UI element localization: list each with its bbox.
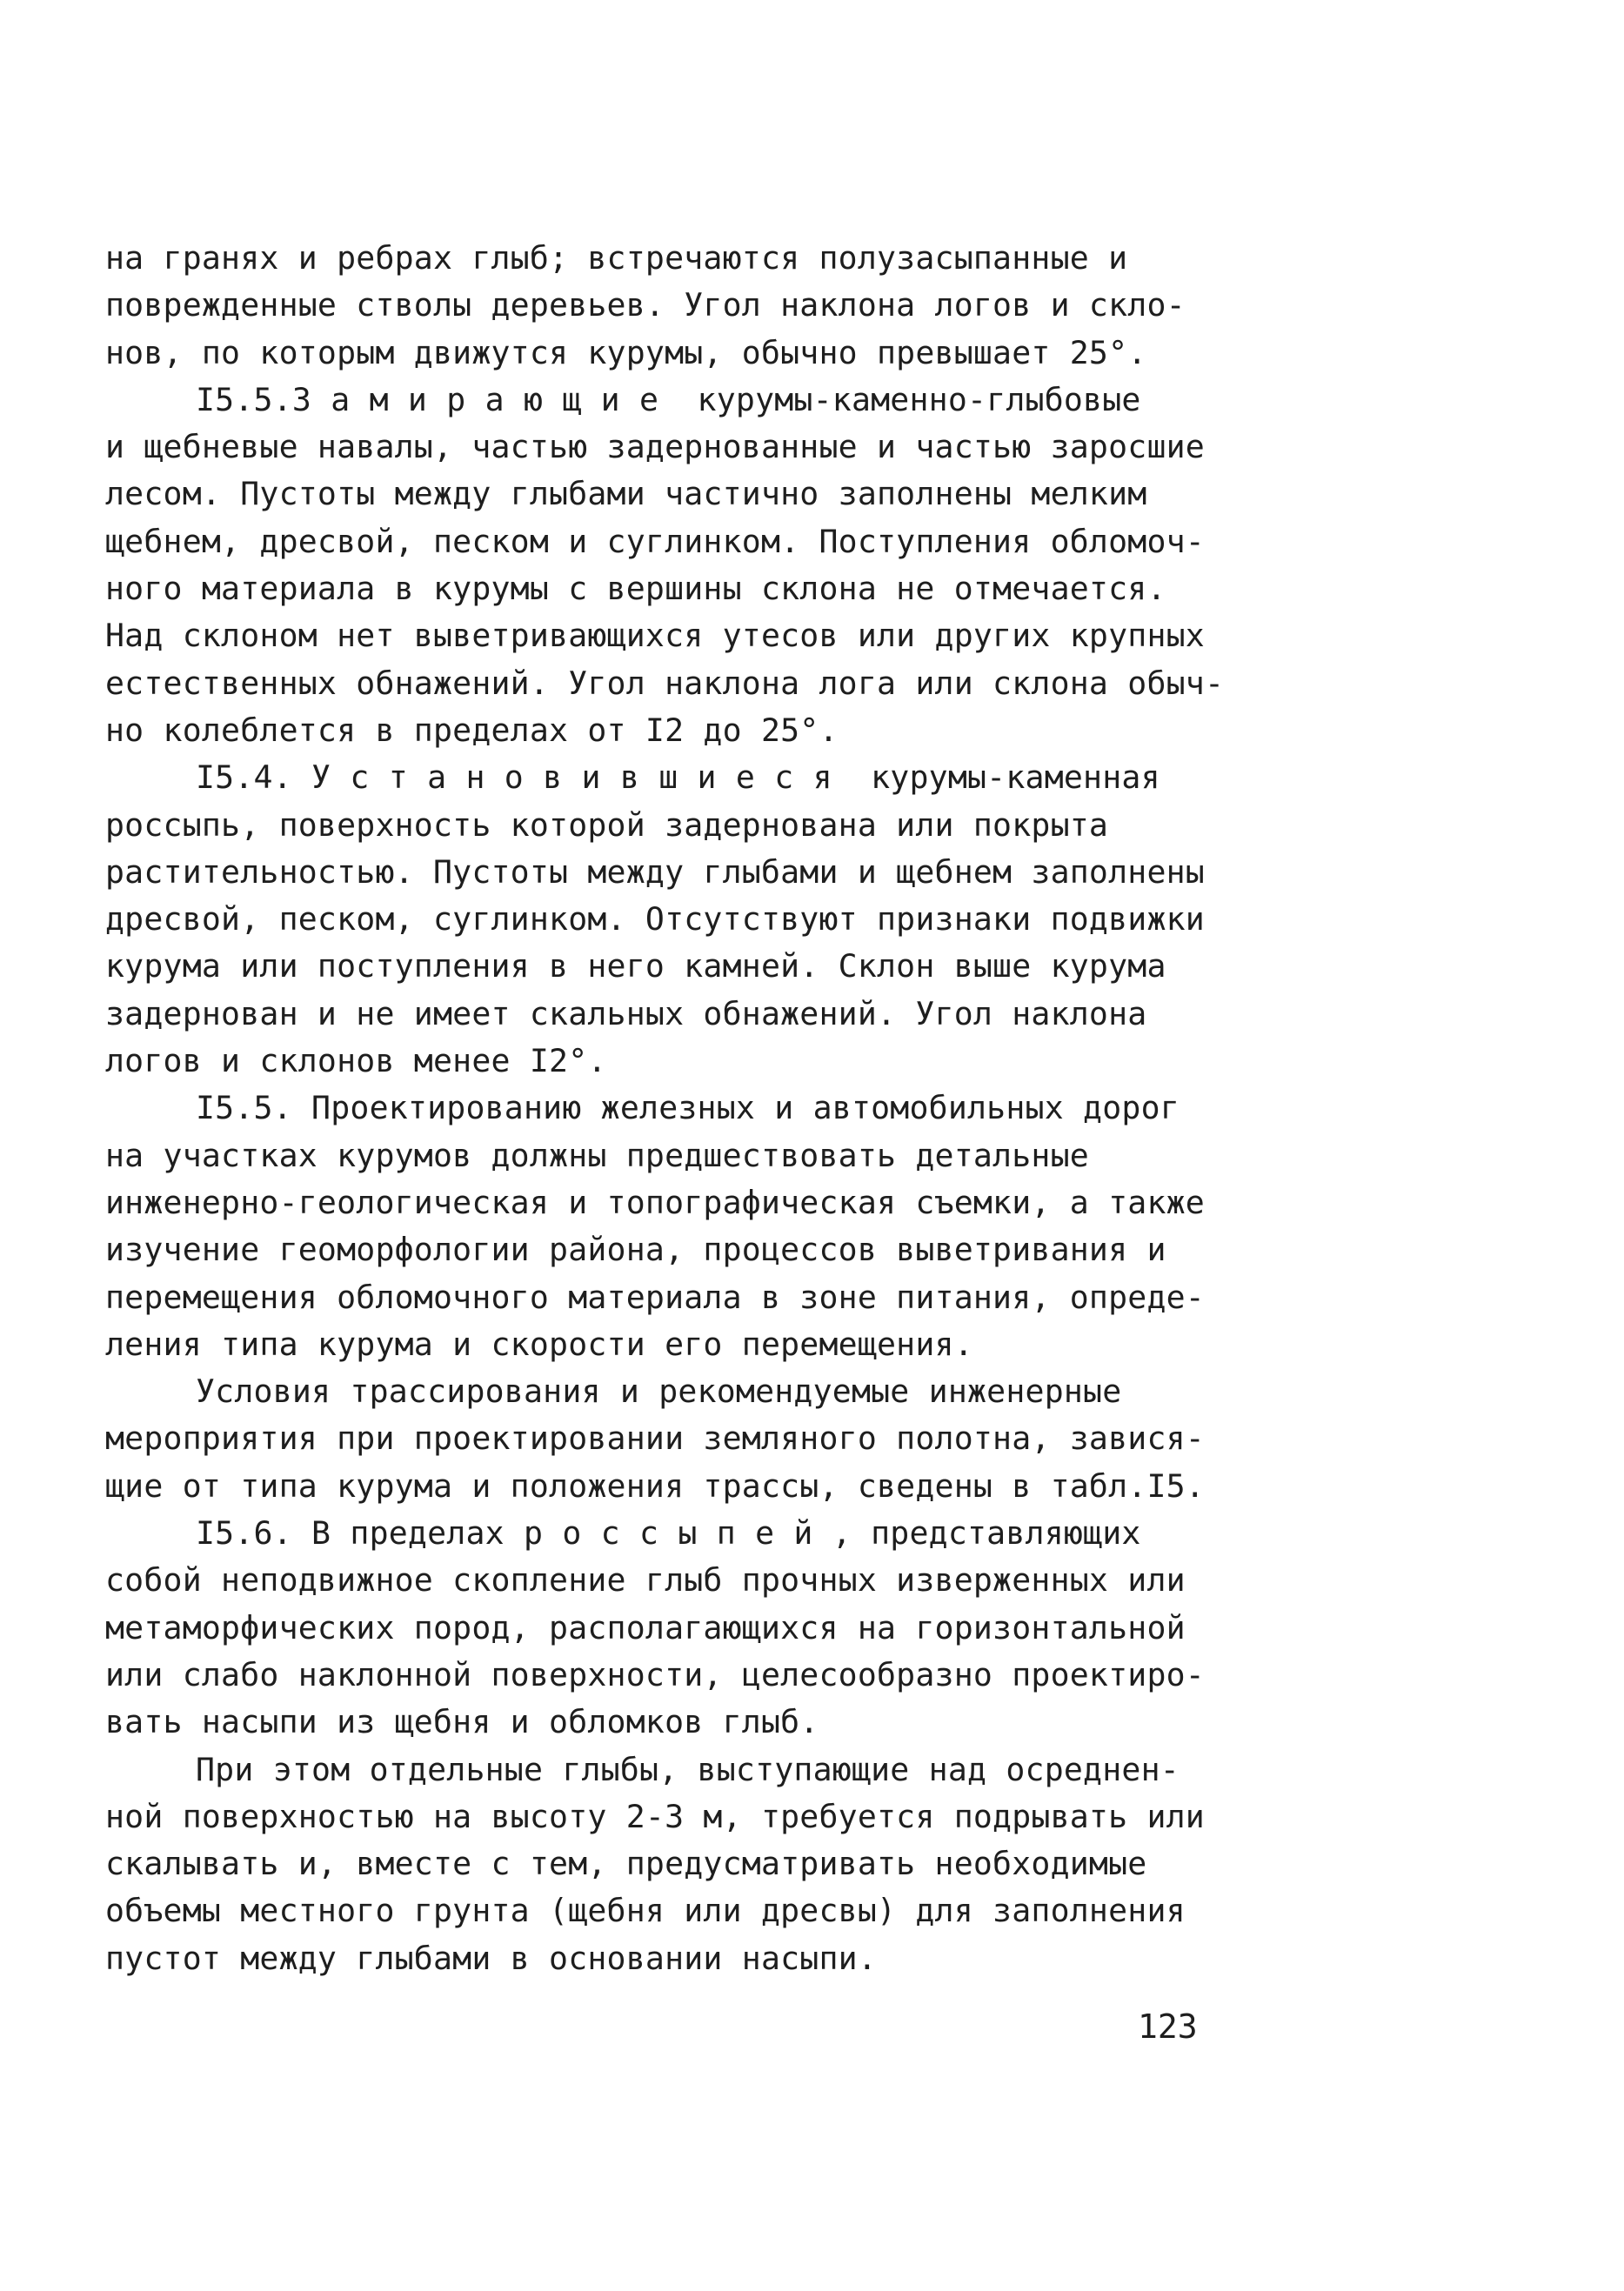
text-line: перемещения обломочного материала в зоне питания, опреде- <box>105 1278 1205 1316</box>
text-line: и щебневые навалы, частью задернованные и частью заросшие <box>105 428 1205 466</box>
text-line: собой неподвижное скопление глыб прочных изверженных или <box>105 1561 1186 1600</box>
text-line: объемы местного грунта (щебня или дресвы) для заполнения <box>105 1892 1186 1930</box>
section-15-5-start: I5.5. Проектированию железных и автомобильных дорог <box>196 1089 1180 1127</box>
text-line: щие от типа курума и положения трассы, сведены в табл.I5. <box>105 1466 1205 1505</box>
paragraph-start: При этом отдельные глыбы, выступающие над осреднен- <box>196 1750 1180 1788</box>
text-line: логов и склонов менее I2°. <box>105 1042 607 1080</box>
text-line: но колеблется в пределах от I2 до 25°. <box>105 711 839 749</box>
text-line: курума или поступления в него камней. Склон выше курума <box>105 947 1166 985</box>
text-line: щебнем, дресвой, песком и суглинком. Поступления обломоч- <box>105 522 1205 560</box>
text-line: растительностью. Пустоты между глыбами и щебнем заполнены <box>105 852 1205 891</box>
text-line: нов, по которым движутся курумы, обычно превышает 25°. <box>105 333 1147 371</box>
text-line: инженерно-геологическая и топографическая съемки, а также <box>105 1183 1205 1221</box>
text-line: дресвой, песком, суглинком. Отсутствуют признаки подвижки <box>105 900 1205 938</box>
text-line: ного материала в курумы с вершины склона не отмечается. <box>105 570 1166 608</box>
text-line: или слабо наклонной поверхности, целесообразно проектиро- <box>105 1655 1205 1693</box>
text-line: лесом. Пустоты между глыбами частично заполнены мелким <box>105 475 1147 513</box>
section-15-6-start: I5.6. В пределах р о с с ы п е й , представляющих <box>196 1514 1141 1553</box>
section-15-3-start: I5.5.3 а м и р а ю щ и е курумы-каменно-глыбовые <box>196 380 1141 418</box>
text-line: пустот между глыбами в основании насыпи. <box>105 1939 877 1977</box>
section-15-4-start: I5.4. У с т а н о в и в ш и е с я курумы-каменная <box>196 758 1160 797</box>
text-line: поврежденные стволы деревьев. Угол наклона логов и скло- <box>105 286 1186 324</box>
text-line: ления типа курума и скорости его перемещения. <box>105 1325 973 1363</box>
text-line: задернован и не имеет скальных обнажений. Угол наклона <box>105 994 1147 1032</box>
text-line: Над склоном нет выветривающихся утесов или других крупных <box>105 617 1205 655</box>
text-line: на участках курумов должны предшествовать детальные <box>105 1136 1089 1174</box>
text-line: естественных обнажений. Угол наклона лога или склона обыч- <box>105 664 1225 702</box>
text-line: россыпь, поверхность которой задернована или покрыта <box>105 805 1109 844</box>
text-line: изучение геоморфологии района, процессов выветривания и <box>105 1231 1166 1269</box>
text-line: вать насыпи из щебня и обломков глыб. <box>105 1703 819 1741</box>
text-line: скалывать и, вместе с тем, предусматривать необходимые <box>105 1845 1147 1883</box>
body-text <box>105 235 1253 1982</box>
page-number: 123 <box>1138 2007 1198 2046</box>
text-line: на гранях и ребрах глыб; встречаются полузасыпанные и <box>105 239 1128 277</box>
text-line: ной поверхностью на высоту 2-3 м, требуется подрывать или <box>105 1797 1205 1835</box>
text-line: метаморфических пород, располагающихся на горизонтальной <box>105 1608 1186 1646</box>
paragraph-start: Условия трассирования и рекомендуемые инженерные <box>196 1373 1122 1411</box>
text-line: мероприятия при проектировании земляного полотна, завися- <box>105 1419 1205 1458</box>
